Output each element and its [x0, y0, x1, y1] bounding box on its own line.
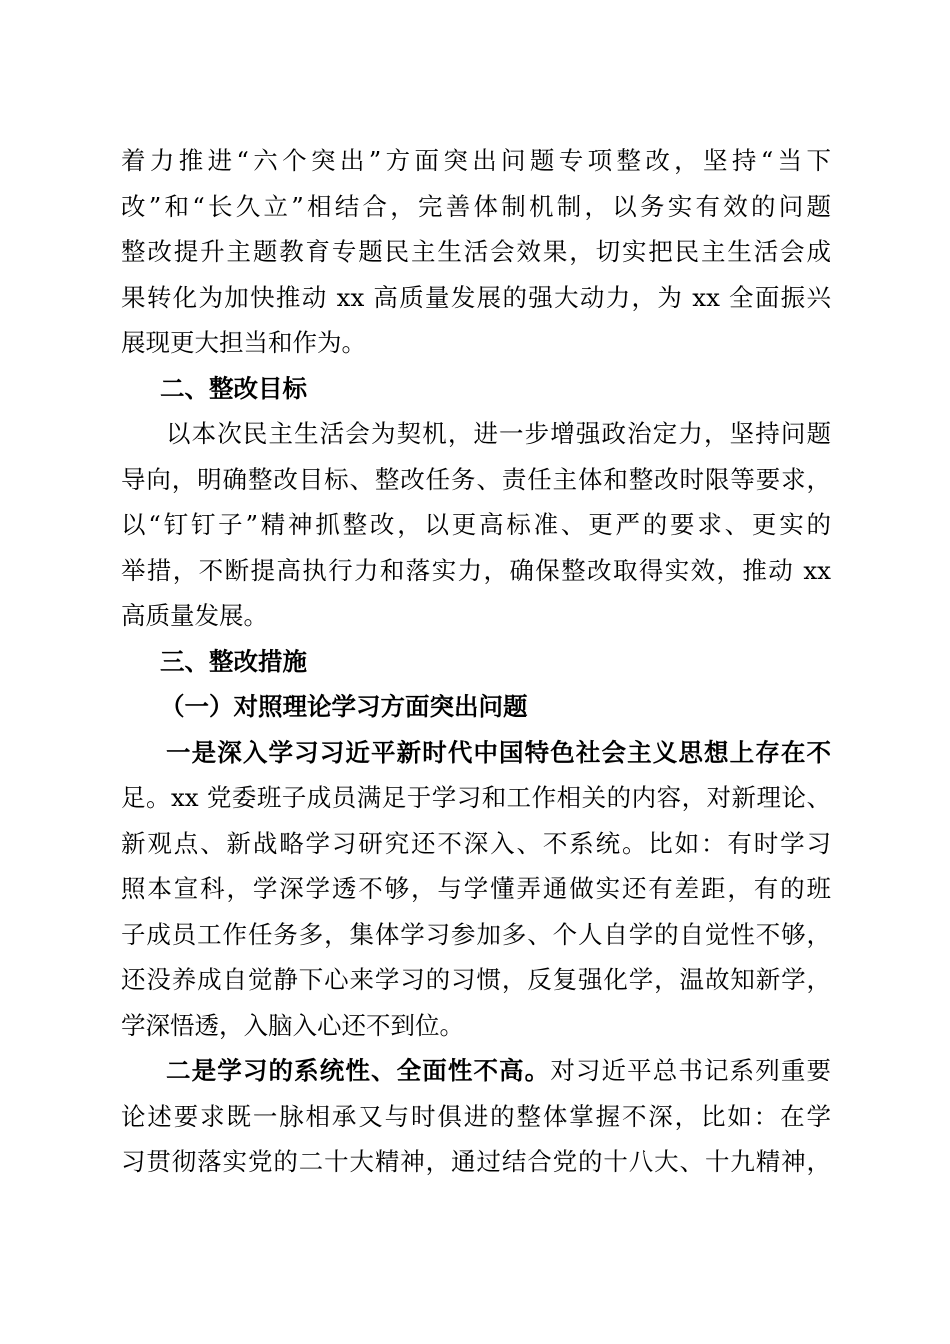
text-line: 还没养成自觉静下心来学习的习惯，反复强化学，温故知新学， — [121, 965, 831, 994]
paragraph-point-two — [121, 1048, 831, 1185]
text-line: 照本宣科，学深学透不够，与学懂弄通做实还有差距，有的班 — [121, 874, 831, 903]
section-heading-goals: 二、整改目标 — [160, 373, 307, 403]
text-line: 以“钉钉子”精神抓整改，以更高标准、更严的要求、更实的 — [121, 510, 831, 539]
text-line: 改”和“长久立”相结合，完善体制机制，以务实有效的问题 — [121, 191, 831, 221]
paragraph-rectification-approach — [121, 138, 831, 366]
paragraph-goals — [121, 411, 831, 639]
point-two-rest: 对习近平总书记系列重要 — [550, 1056, 832, 1085]
text-line: 展现更大担当和作为。 — [121, 328, 366, 357]
text-line: 着力推进“六个突出”方面突出问题专项整改，坚持“当下 — [121, 146, 831, 175]
document-body — [121, 138, 831, 1185]
text-line: 论述要求既一脉相承又与时俱进的整体掌握不深，比如：在学 — [121, 1101, 831, 1131]
section-heading-measures: 三、整改措施 — [160, 646, 307, 676]
text-line: 举措，不断提高执行力和落实力，确保整改取得实效，推动 xx — [121, 555, 831, 585]
text-line — [121, 1048, 831, 1094]
text-line: 子成员工作任务多，集体学习参加多、个人自学的自觉性不够， — [121, 919, 831, 949]
text-line: 导向，明确整改目标、整改任务、责任主体和整改时限等要求， — [121, 464, 831, 494]
text-line: 习贯彻落实党的二十大精神，通过结合党的十八大、十九精神， — [121, 1147, 831, 1176]
text-line: 新观点、新战略学习研究还不深入、不系统。比如：有时学习 — [121, 828, 831, 858]
text-line: 以本次民主生活会为契机，进一步增强政治定力，坚持问题 — [166, 419, 831, 448]
paragraph-point-one — [121, 730, 831, 1049]
subsection-heading-theory-study: （一）对照理论学习方面突出问题 — [160, 692, 528, 721]
text-line: 高质量发展。 — [121, 601, 268, 630]
text-line: 足。xx 党委班子成员满足于学习和工作相关的内容，对新理论、 — [121, 783, 831, 812]
text-line: 一是深入学习习近平新时代中国特色社会主义思想上存在不 — [166, 737, 831, 767]
text-line: 学深悟透，入脑入心还不到位。 — [121, 1010, 464, 1040]
text-line: 果转化为加快推动 xx 高质量发展的强大动力，为 xx 全面振兴 — [121, 282, 831, 312]
text-line: 整改提升主题教育专题民主生活会效果，切实把民主生活会成 — [121, 237, 831, 266]
point-two-lead: 二是学习的系统性、全面性不高。 — [166, 1056, 551, 1085]
